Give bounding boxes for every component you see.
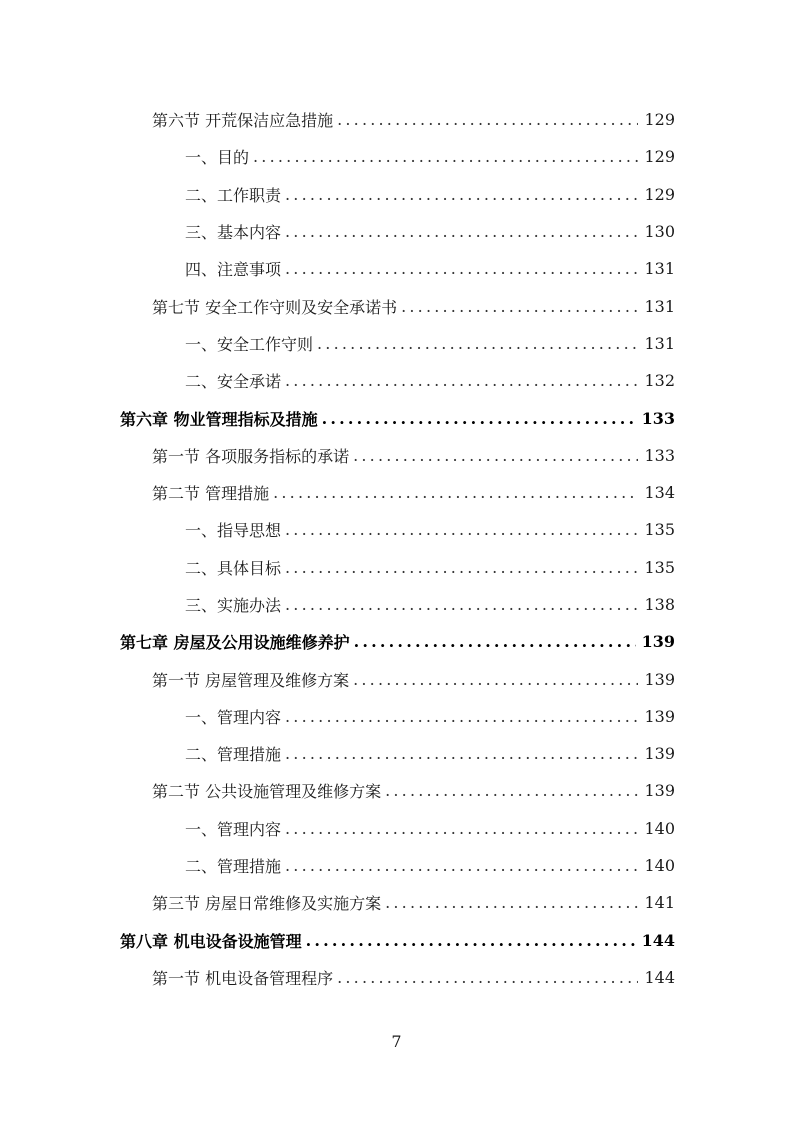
toc-entry-title: 第二节 管理措施 [152,484,270,504]
toc-entry[interactable] [0,549,793,586]
toc-entry-page: 140 [644,818,675,838]
toc-entry[interactable] [0,138,793,175]
toc-dot-leader [353,446,638,465]
toc-entry[interactable] [0,213,793,250]
toc-entry[interactable] [0,101,793,138]
toc-entry[interactable] [0,698,793,735]
toc-dot-leader [285,520,638,539]
toc-entry-title: 二、管理措施 [185,857,282,877]
toc-dot-leader [285,222,638,241]
toc-entry[interactable] [0,847,793,884]
toc-entry-page: 144 [641,930,675,950]
toc-entry-title: 第七节 安全工作守则及安全承诺书 [152,297,398,317]
toc-entry[interactable] [0,884,793,921]
toc-dot-leader [385,781,638,800]
toc-entry-title: 第一节 各项服务指标的承诺 [152,446,350,466]
toc-dot-leader [285,371,638,390]
toc-entry-page: 131 [644,259,675,279]
toc-dot-leader [285,819,638,838]
toc-dot-leader [285,744,638,763]
toc-entry-title: 二、具体目标 [185,558,282,578]
toc-entry-title: 二、工作职责 [185,185,282,205]
toc-dot-leader [322,409,636,428]
toc-entry[interactable] [0,287,793,324]
toc-entry-title: 一、目的 [185,148,250,168]
toc-entry-title: 四、注意事项 [185,260,282,280]
toc-entry[interactable] [0,325,793,362]
toc-dot-leader [337,110,638,129]
toc-entry[interactable] [0,660,793,697]
table-of-contents [0,101,793,996]
toc-entry-page: 139 [644,744,675,764]
toc-entry-title: 二、安全承诺 [185,372,282,392]
toc-entry-page: 139 [644,706,675,726]
toc-entry-page: 139 [644,669,675,689]
toc-entry-title: 三、基本内容 [185,223,282,243]
toc-entry-page: 144 [644,967,675,987]
toc-entry-title: 一、管理内容 [185,819,282,839]
toc-entry-page: 135 [644,557,675,577]
toc-dot-leader [354,632,636,651]
toc-entry[interactable] [0,437,793,474]
toc-entry-page: 139 [644,781,675,801]
toc-dot-leader [385,893,638,912]
toc-entry-page: 131 [644,333,675,353]
toc-entry-page: 140 [644,856,675,876]
toc-dot-leader [285,558,638,577]
toc-entry-page: 132 [644,371,675,391]
toc-dot-leader [285,856,638,875]
toc-entry-title: 第一节 房屋管理及维修方案 [152,670,350,690]
toc-chapter-entry[interactable] [0,399,793,436]
toc-entry-page: 133 [644,445,675,465]
toc-entry-page: 129 [644,184,675,204]
toc-dot-leader [353,670,638,689]
toc-entry-title: 第二节 公共设施管理及维修方案 [152,782,382,802]
toc-dot-leader [285,707,638,726]
toc-entry-page: 139 [641,632,675,652]
toc-entry[interactable] [0,959,793,996]
toc-entry-page: 129 [644,110,675,130]
toc-entry[interactable] [0,362,793,399]
toc-entry[interactable] [0,250,793,287]
toc-dot-leader [273,483,638,502]
toc-entry[interactable] [0,735,793,772]
toc-entry-title: 第六章 物业管理指标及措施 [120,409,318,429]
toc-dot-leader [306,931,636,950]
toc-entry-title: 一、指导思想 [185,521,282,541]
toc-dot-leader [401,297,638,316]
toc-entry-title: 第六节 开荒保洁应急措施 [152,111,334,131]
toc-entry-page: 130 [644,222,675,242]
toc-dot-leader [253,147,638,166]
toc-entry-page: 133 [641,408,675,428]
toc-entry-page: 131 [644,296,675,316]
toc-entry[interactable] [0,586,793,623]
toc-entry-title: 三、实施办法 [185,596,282,615]
toc-entry-title: 一、安全工作守则 [185,334,314,354]
toc-dot-leader [337,968,638,987]
toc-entry-title: 一、管理内容 [185,707,282,727]
toc-entry-page: 134 [644,483,675,503]
toc-entry[interactable] [0,474,793,511]
toc-entry[interactable] [0,511,793,548]
toc-entry-title: 第七章 房屋及公用设施维修养护 [120,633,350,653]
toc-chapter-entry[interactable] [0,623,793,660]
toc-entry[interactable] [0,176,793,213]
toc-dot-leader [285,185,638,204]
toc-entry-page: 138 [644,595,675,614]
toc-entry-title: 二、管理措施 [185,745,282,765]
toc-dot-leader [285,595,638,614]
toc-entry[interactable] [0,772,793,809]
toc-entry-page: 135 [644,520,675,540]
toc-entry-title: 第一节 机电设备管理程序 [152,968,334,988]
toc-entry-page: 129 [644,147,675,167]
toc-entry-page: 141 [644,893,675,913]
toc-entry-title: 第八章 机电设备设施管理 [120,931,302,951]
toc-dot-leader [317,334,638,353]
toc-entry[interactable] [0,810,793,847]
toc-chapter-entry[interactable] [0,922,793,959]
toc-entry-title: 第三节 房屋日常维修及实施方案 [152,894,382,914]
toc-dot-leader [285,259,638,278]
page-number: 7 [391,1032,402,1051]
